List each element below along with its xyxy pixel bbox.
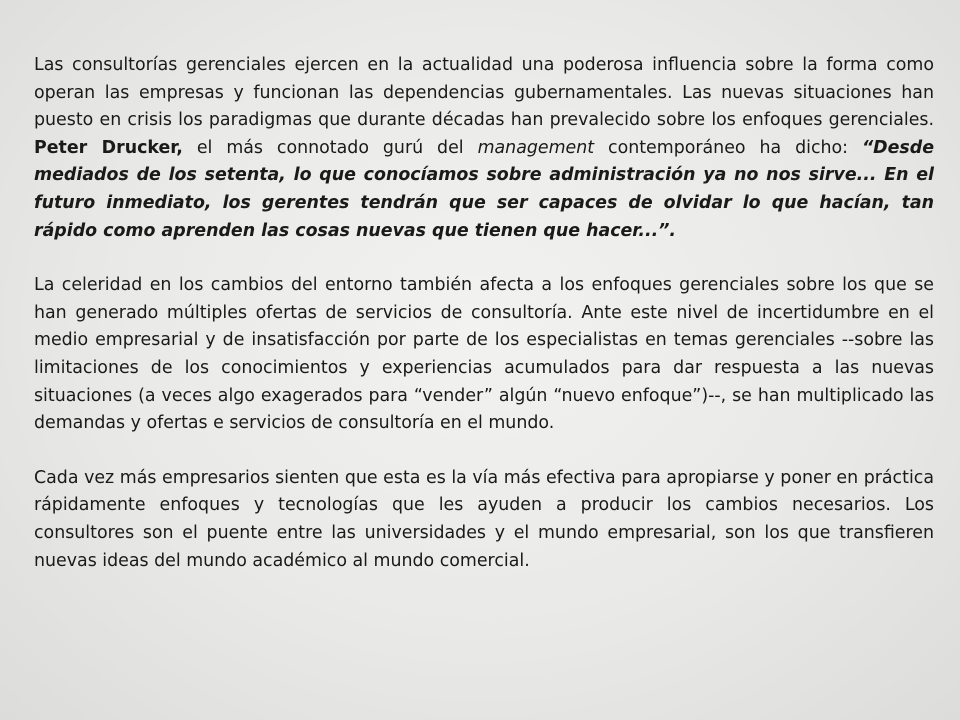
paragraph-1 xyxy=(34,52,934,245)
drucker-quote: “Desde mediados de los setenta, lo que conocíamos sobre administración ya no nos sirve... En el futuro inmediato, los gerentes tendrán que ser capaces de olvidar lo que hacían, tan rápido como aprenden las cosas nuevas que tienen que hacer...”. xyxy=(34,137,935,241)
paragraph-1-text-a: Las consultorías gerenciales ejercen en la actualidad una poderosa influencia sobre la forma como operan las empresas y funcionan las dependencias gubernamentales. Las nuevas situaciones han puesto en crisis los paradigmas que durante décadas han prevalecido sobre los enfoques gerenciales. xyxy=(34,55,934,131)
paragraph-1-text-c: contemporáneo ha dicho: xyxy=(594,137,862,158)
author-name: Peter Drucker, xyxy=(34,137,183,158)
management-term: management xyxy=(477,137,595,158)
paragraph-3-text: Cada vez más empresarios sienten que esta es la vía más efectiva para apropiarse y poner en práctica rápidamente enfoques y tecnologías que les ayuden a producir los cambios necesarios. Los consultores son el puente entre las universidades y el mundo empresarial, son los que transfieren nuevas ideas del mundo académico al mundo comercial. xyxy=(34,467,934,571)
paragraph-3 xyxy=(34,465,934,575)
paragraph-1-text-b: el más connotado gurú del xyxy=(182,137,478,158)
paragraph-2-text: La celeridad en los cambios del entorno también afecta a los enfoques gerenciales sobre los que se han generado múltiples ofertas de servicios de consultoría. Ante este nivel de incertidumbre en el medio empresarial y de insatisfacción por parte de los especialistas en temas gerenciales --sobre las limitaciones de los conocimientos y experiencias acumulados para dar respuesta a las nuevas situaciones (a veces algo exagerados para “vender” algún “nuevo enfoque”)--, se han multiplicado las demandas y ofertas e servicios de consultoría en el mundo. xyxy=(34,275,934,434)
paragraph-2 xyxy=(34,272,934,438)
